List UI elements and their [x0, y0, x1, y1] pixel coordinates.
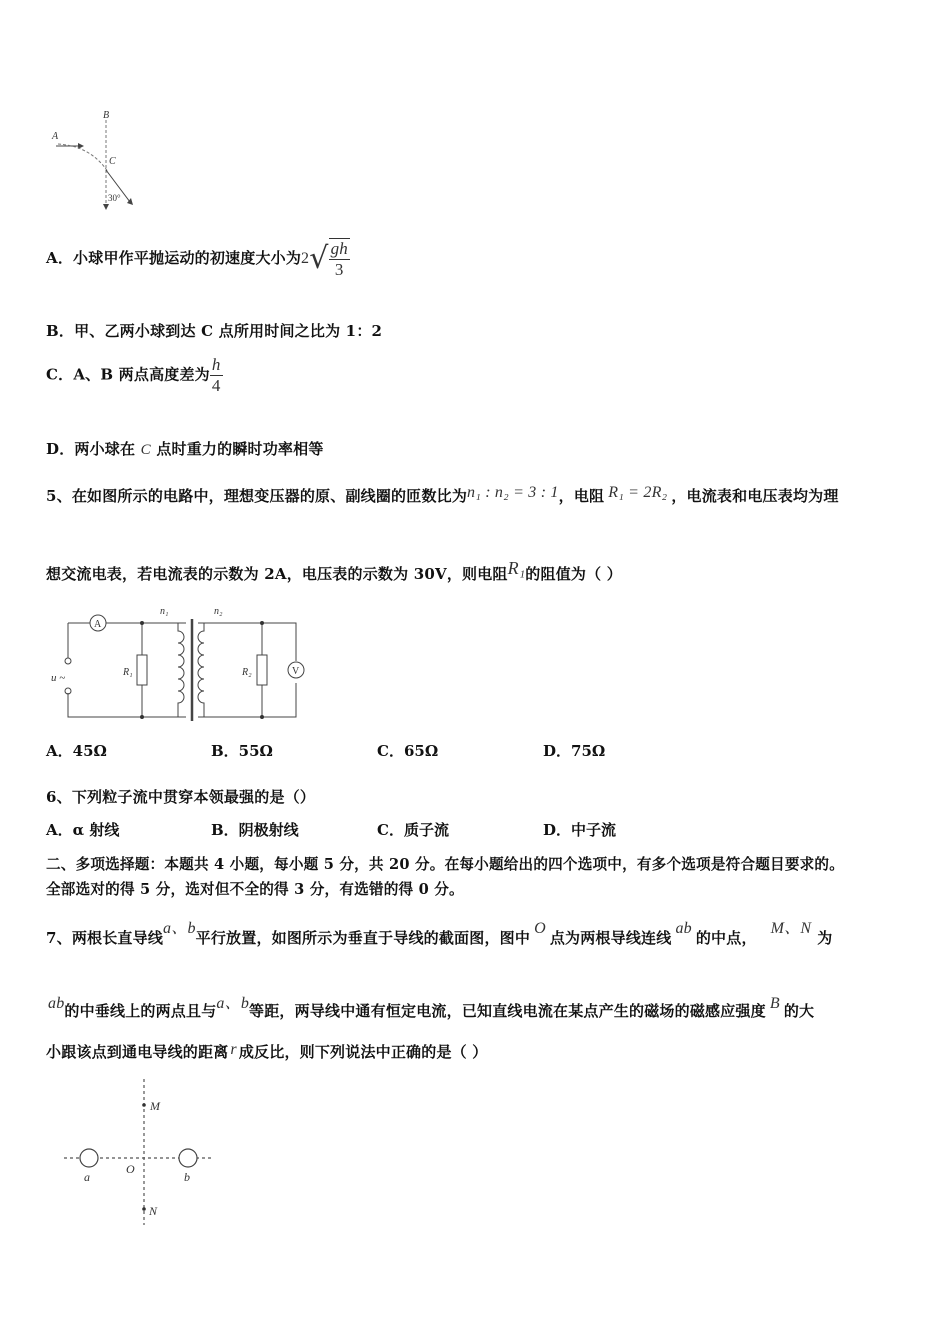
sqrt-fraction [329, 238, 350, 280]
symbol-b: B [769, 995, 780, 1012]
q7-stem-line3 [46, 1041, 487, 1062]
section2-line2: 全部选对的得 5 分，选对但不全的得 3 分，有选错的得 0 分。 [46, 881, 464, 898]
q7-text: 7、两根长直导线 [46, 929, 164, 947]
point-o: O [534, 920, 546, 937]
label-n1: n₁ [160, 606, 169, 617]
symbol-r: r [230, 1041, 237, 1058]
label-r1: R₁ [123, 667, 133, 678]
turns-ratio: n₁ : n₂ = 3 : 1 [467, 484, 559, 501]
node-dot [260, 715, 264, 719]
q5-text: 5、在如图所示的电路中，理想变压器的原、副线圈的匝数比为 [46, 487, 468, 505]
parabola-path [58, 144, 108, 172]
q7-text: 平行放置，如图所示为垂直于导线的截面图，图中 [195, 929, 531, 947]
q7-text: 点为两根导线连线 [549, 929, 672, 947]
resistor-relation: R₁ = 2R₂ [608, 484, 668, 501]
q5-text: 想交流电表，若电流表的示数为 2A，电压表的示数为 30V，则电阻 [46, 565, 508, 583]
q4-option-b: B．甲、乙两小球到达 C 点所用时间之比为 1：2 [46, 322, 383, 340]
frac-den: 3 [334, 260, 344, 279]
primary-coil [178, 623, 186, 717]
q7-text: 的大 [783, 1002, 815, 1020]
q7-text: 的中垂线上的两点且与 [64, 1002, 217, 1020]
q5-text: 的阻值为（ ） [525, 565, 622, 583]
wires-ab: a、b [216, 995, 250, 1012]
label-o: O [126, 1162, 135, 1176]
q5-option-a: A．45Ω [46, 742, 107, 760]
arrow-head-down [103, 204, 109, 210]
label-a: A [52, 131, 59, 142]
label-a: a [84, 1170, 90, 1184]
frac-den: 4 [211, 376, 221, 395]
q7-stem-line2 [46, 990, 814, 1021]
label-angle: 30° [108, 193, 121, 203]
r1-resistor [137, 655, 147, 685]
wire-b [179, 1149, 197, 1167]
q5-text: ，电流表和电压表均为理 [671, 487, 839, 505]
resistor-r1: R₁ [507, 558, 526, 578]
label-n: N [149, 1204, 158, 1218]
q5-text: ，电阻 [558, 487, 605, 505]
wires-ab: a、b [163, 920, 196, 937]
frac-num: h [211, 355, 221, 374]
q7-text: 小跟该点到通电导线的距离 [46, 1043, 229, 1061]
node-dot [140, 621, 144, 625]
segment-ab: ab [48, 995, 65, 1012]
q5-option-c: C．65Ω [377, 742, 439, 760]
r2-resistor [257, 655, 267, 685]
q7-text: 的中点， [695, 929, 757, 947]
q4-option-a-text: A．小球甲作平抛运动的初速度大小为 [46, 249, 302, 267]
q4-option-c-text: C．A、B 两点高度差为 [46, 365, 210, 384]
label-c: C [109, 156, 116, 167]
point-m [142, 1103, 146, 1107]
q5-stem-line1 [46, 484, 839, 506]
point-n [142, 1207, 146, 1211]
section2-line1: 二、多项选择题：本题共 4 小题，每小题 5 分，共 20 分。在每小题给出的四个选项中，有多个选项是符合题目要求的。 [46, 856, 844, 873]
q7-wire-figure [60, 1075, 220, 1230]
wire-a [80, 1149, 98, 1167]
node-dot [140, 715, 144, 719]
q4-option-d [46, 438, 324, 459]
q7-stem-line1 [46, 915, 832, 948]
point-c: C [140, 442, 151, 458]
q5-stem-line2 [46, 558, 622, 584]
q6-stem: 6、下列粒子流中贯穿本领最强的是（） [46, 788, 316, 806]
frac-num: gh [330, 239, 348, 258]
q5-option-b: B．55Ω [211, 742, 273, 760]
terminal-top [65, 658, 71, 664]
ammeter-label: A [94, 619, 102, 630]
node-dot [260, 621, 264, 625]
q4-trajectory-figure [46, 106, 146, 216]
q4-option-d-post: 点时重力的瞬时功率相等 [156, 440, 324, 458]
segment-ab: ab [675, 920, 692, 937]
points-mn: M、N [770, 920, 812, 937]
q5-option-d: D．75Ω [543, 742, 606, 760]
q4-option-a [46, 238, 350, 280]
q4-option-c [46, 355, 223, 396]
coef: 2 [301, 250, 310, 267]
label-m: M [150, 1099, 160, 1113]
label-source: u ~ [51, 672, 66, 684]
q7-text: 为 [817, 929, 833, 947]
label-b: B [103, 110, 110, 121]
q6-option-a: A．α 射线 [46, 821, 120, 839]
label-r2: R₂ [242, 667, 252, 678]
secondary-coil [198, 623, 204, 717]
sqrt-sign: √ [309, 241, 329, 276]
q7-text: 成反比，则下列说法中正确的是（ ） [238, 1043, 488, 1061]
label-n2: n₂ [214, 606, 223, 617]
q6-option-d: D．中子流 [543, 821, 617, 839]
fraction-h-4 [210, 355, 223, 396]
q4-option-d-pre: D．两小球在 [46, 440, 136, 458]
voltmeter-label: V [292, 666, 300, 677]
q6-option-b: B．阴极射线 [211, 821, 299, 839]
label-b: b [184, 1170, 190, 1184]
q6-option-c: C．质子流 [377, 821, 449, 839]
q5-circuit-figure [46, 603, 316, 728]
q7-text: 等距，两导线中通有恒定电流，已知直线电流在某点产生的磁场的磁感应强度 [249, 1002, 766, 1020]
